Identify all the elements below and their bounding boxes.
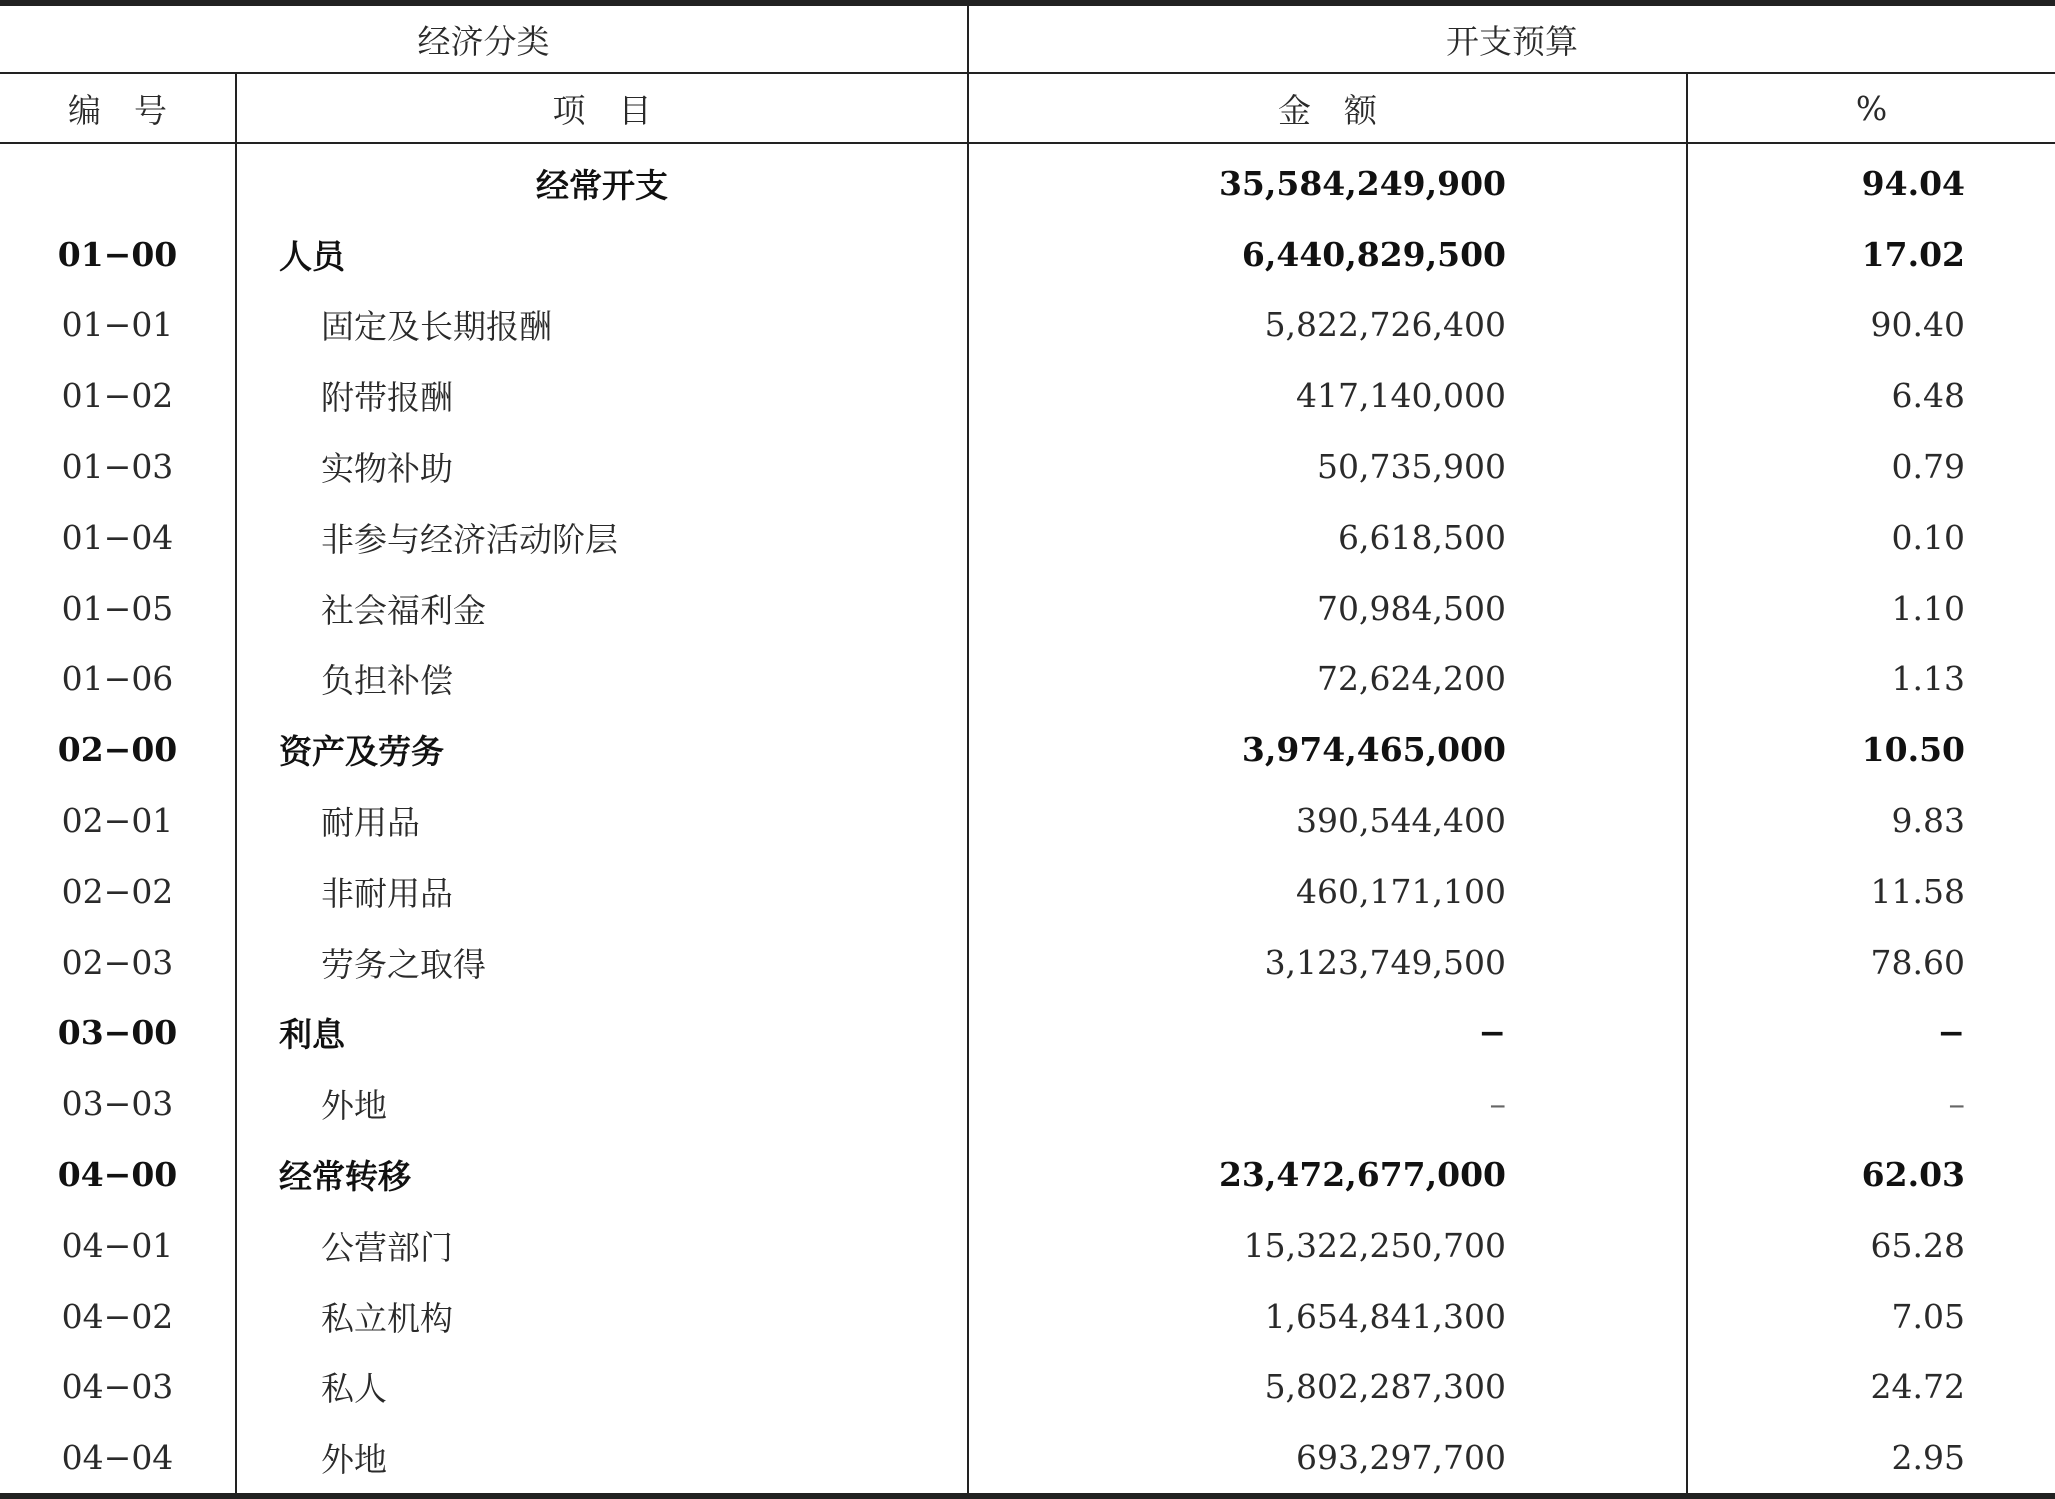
row-percent: 9.83 — [1891, 801, 1965, 841]
row-percent: 90.40 — [1870, 305, 1965, 345]
row-item: 外地 — [236, 1422, 968, 1496]
row-code: 01−05 — [0, 573, 236, 644]
row-percent: 94.04 — [1861, 163, 1965, 203]
row-amount: 70,984,500 — [968, 573, 1687, 644]
row-amount: 5,802,287,300 — [968, 1352, 1687, 1423]
row-amount: 15,322,250,700 — [968, 1210, 1687, 1281]
row-code: 04−00 — [0, 1139, 236, 1210]
table-row — [0, 714, 2055, 785]
row-percent: 78.60 — [1870, 942, 1965, 982]
row-item: 附带报酬 — [236, 360, 968, 431]
table-row — [0, 1352, 2055, 1423]
header-code: 编 号 — [0, 73, 236, 143]
row-code: 04−03 — [0, 1352, 236, 1423]
table-row — [0, 785, 2055, 856]
table-row — [0, 143, 2055, 219]
header-economic-classification: 经济分类 — [0, 3, 968, 73]
row-amount: 50,735,900 — [968, 431, 1687, 502]
row-code: 02−00 — [0, 714, 236, 785]
table-row — [0, 1139, 2055, 1210]
row-amount: 3,974,465,000 — [968, 714, 1687, 785]
row-code: 04−02 — [0, 1281, 236, 1352]
table-row — [0, 1210, 2055, 1281]
table-row — [0, 644, 2055, 715]
row-amount: 3,123,749,500 — [968, 927, 1687, 998]
table-row — [0, 1281, 2055, 1352]
row-code: 01−00 — [0, 219, 236, 290]
row-amount: 693,297,700 — [968, 1422, 1687, 1496]
row-code: 02−02 — [0, 856, 236, 927]
row-amount: 72,624,200 — [968, 644, 1687, 715]
row-amount: – — [968, 1068, 1687, 1139]
row-code: 04−04 — [0, 1422, 236, 1496]
table-row — [0, 927, 2055, 998]
row-item: 实物补助 — [236, 431, 968, 502]
row-item: 外地 — [236, 1068, 968, 1139]
table-row — [0, 431, 2055, 502]
row-code: 01−03 — [0, 431, 236, 502]
row-code: 01−04 — [0, 502, 236, 573]
row-percent: 2.95 — [1891, 1438, 1965, 1478]
row-item: 非参与经济活动阶层 — [236, 502, 968, 573]
table-row — [0, 290, 2055, 361]
row-amount: 6,618,500 — [968, 502, 1687, 573]
table-row — [0, 360, 2055, 431]
row-amount: 35,584,249,900 — [968, 143, 1687, 219]
row-item: 资产及劳务 — [236, 714, 968, 785]
row-percent: – — [1948, 1084, 1965, 1124]
row-amount: 6,440,829,500 — [968, 219, 1687, 290]
row-percent: 1.10 — [1891, 588, 1965, 628]
row-percent: 62.03 — [1861, 1155, 1965, 1195]
row-amount: 390,544,400 — [968, 785, 1687, 856]
row-amount: 1,654,841,300 — [968, 1281, 1687, 1352]
row-code — [0, 143, 236, 219]
row-item: 非耐用品 — [236, 856, 968, 927]
table-row — [0, 1422, 2055, 1496]
row-code: 01−02 — [0, 360, 236, 431]
row-item: 社会福利金 — [236, 573, 968, 644]
row-item: 经常转移 — [236, 1139, 968, 1210]
row-code: 03−03 — [0, 1068, 236, 1139]
row-percent: 17.02 — [1861, 234, 1965, 274]
row-amount: − — [968, 998, 1687, 1069]
row-item: 负担补偿 — [236, 644, 968, 715]
header-percent: % — [1687, 73, 2055, 143]
row-item: 劳务之取得 — [236, 927, 968, 998]
row-percent: 1.13 — [1891, 659, 1965, 699]
table-row — [0, 502, 2055, 573]
row-percent: 7.05 — [1891, 1296, 1965, 1336]
row-percent: 10.50 — [1861, 730, 1965, 770]
row-amount: 417,140,000 — [968, 360, 1687, 431]
row-code: 03−00 — [0, 998, 236, 1069]
header-item: 项 目 — [236, 73, 968, 143]
row-item: 经常开支 — [236, 143, 968, 219]
table-body — [0, 143, 2055, 1496]
row-item: 私立机构 — [236, 1281, 968, 1352]
header-expenditure-budget: 开支预算 — [968, 3, 2055, 73]
row-percent: 0.79 — [1891, 447, 1965, 487]
row-percent: 65.28 — [1870, 1225, 1965, 1265]
row-amount: 460,171,100 — [968, 856, 1687, 927]
table-header — [0, 3, 2055, 143]
row-item: 耐用品 — [236, 785, 968, 856]
row-percent: 6.48 — [1891, 376, 1965, 416]
table-row — [0, 998, 2055, 1069]
row-code: 01−01 — [0, 290, 236, 361]
row-percent: − — [1937, 1013, 1965, 1053]
row-item: 私人 — [236, 1352, 968, 1423]
row-code: 04−01 — [0, 1210, 236, 1281]
table-row — [0, 219, 2055, 290]
row-item: 利息 — [236, 998, 968, 1069]
row-percent: 0.10 — [1891, 517, 1965, 557]
row-item: 固定及长期报酬 — [236, 290, 968, 361]
row-percent: 24.72 — [1870, 1367, 1965, 1407]
table-row — [0, 1068, 2055, 1139]
row-code: 02−01 — [0, 785, 236, 856]
header-amount: 金 额 — [968, 73, 1687, 143]
row-amount: 23,472,677,000 — [968, 1139, 1687, 1210]
row-item: 公营部门 — [236, 1210, 968, 1281]
table-row — [0, 573, 2055, 644]
row-code: 02−03 — [0, 927, 236, 998]
table-row — [0, 856, 2055, 927]
row-percent: 11.58 — [1870, 871, 1965, 911]
row-code: 01−06 — [0, 644, 236, 715]
row-item: 人员 — [236, 219, 968, 290]
row-amount: 5,822,726,400 — [968, 290, 1687, 361]
